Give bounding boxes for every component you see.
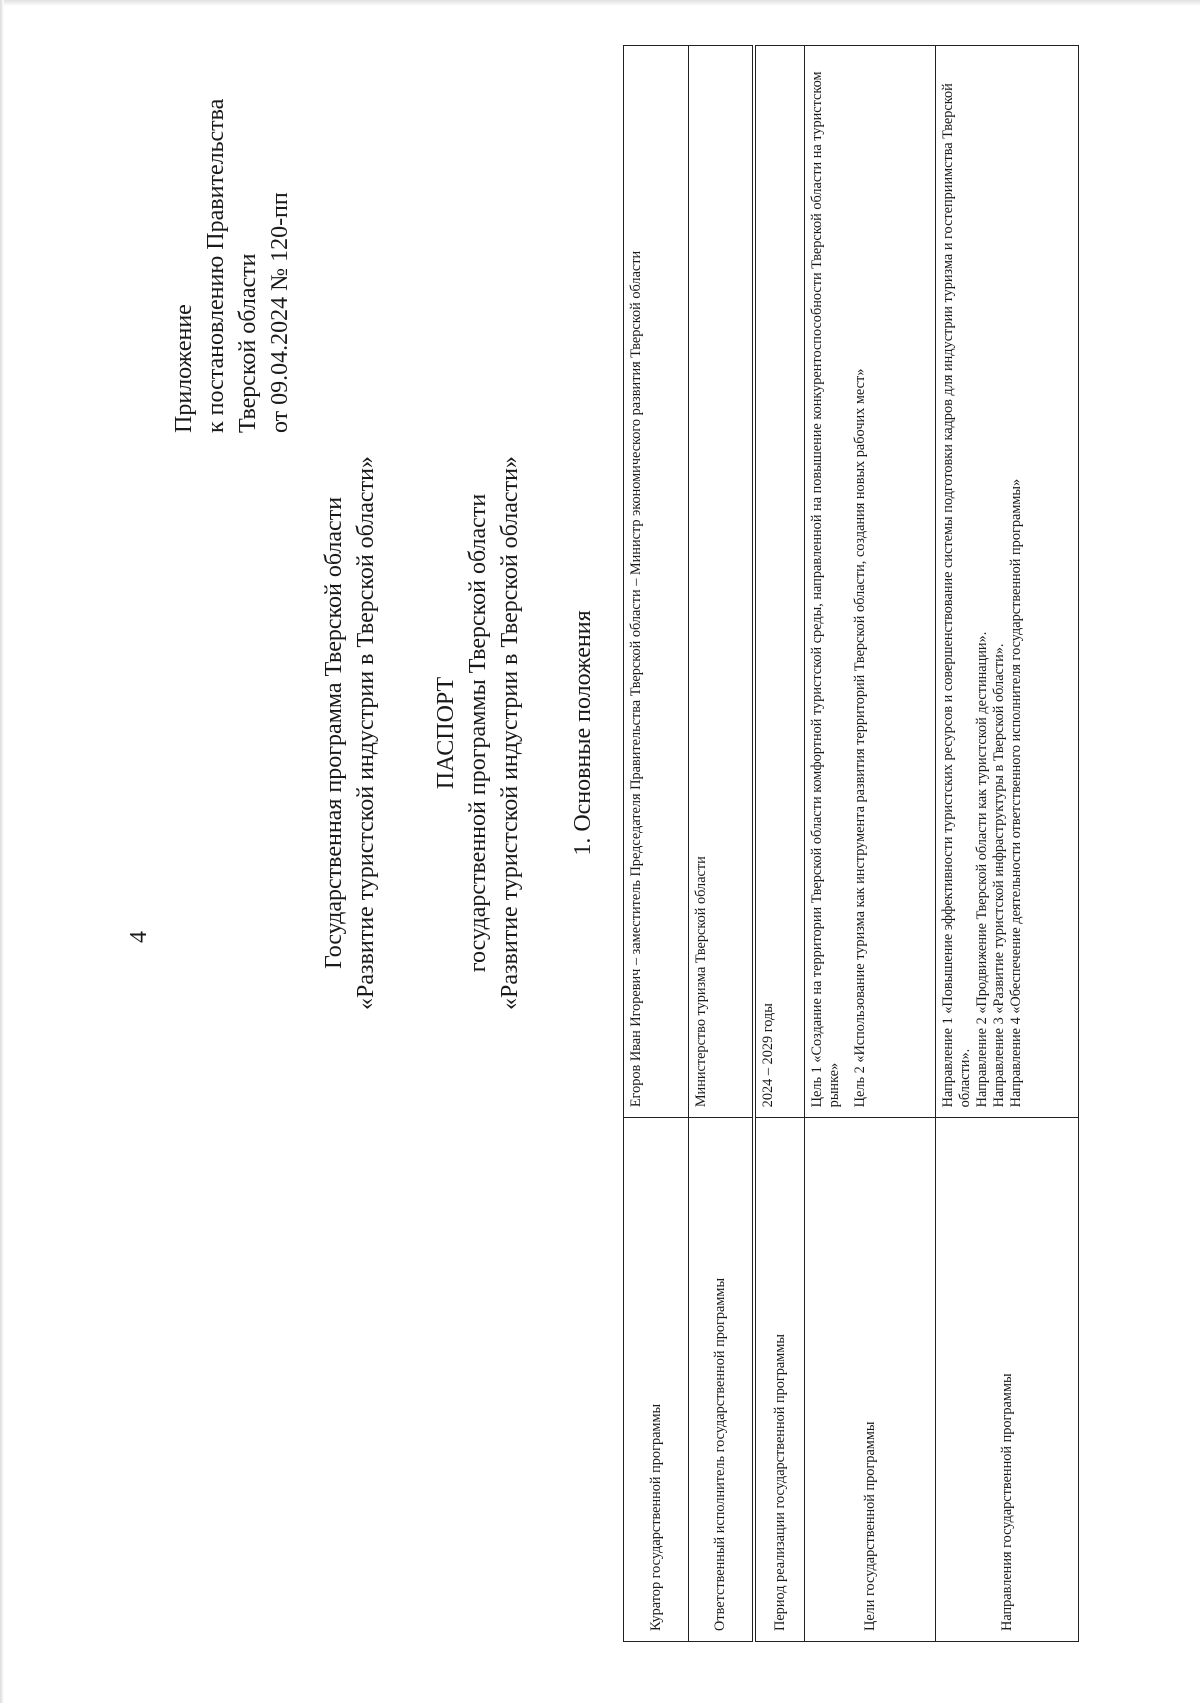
direction-2: Направление 2 «Продвижение Тверской области как туристской дестинации».: [974, 631, 990, 1108]
section-heading: 1. Основные положения: [570, 610, 596, 856]
table-row-executor: [689, 46, 753, 1642]
curator-value: Егоров Иван Игоревич – заместитель Председателя Правительства Тверской области – Министр экономического развития Тверской области: [624, 46, 689, 1118]
page-number: 4: [126, 931, 152, 943]
appendix-block: [168, 99, 296, 433]
direction-3: Направление 3 «Развитие туристской инфраструктуры в Тверской области».: [991, 643, 1007, 1108]
passport-table-2: [755, 45, 1079, 1642]
passport-title: [430, 283, 526, 1183]
curator-label: Куратор государственной программы: [624, 1118, 689, 1642]
appendix-line-2: к постановлению Правительства: [203, 98, 229, 433]
goal-2: Цель 2 «Использование туризма как инструмента развития территорий Тверской области, создания новых рабочих мест»: [852, 368, 868, 1108]
passport-line-2: «Развитие туристской индустрии в Тверской области»: [497, 456, 523, 1010]
appendix-line-1: Приложение: [171, 304, 197, 433]
passport-line-1: государственной программы Тверской области: [465, 493, 491, 973]
goals-value: [805, 46, 936, 1118]
directions-label: Направления государственной программы: [936, 1118, 1079, 1642]
table-row-period: [756, 46, 805, 1642]
program-title-line-1: Государственная программа Тверской области: [321, 496, 347, 970]
passport-table-1: [623, 45, 753, 1642]
table-row-directions: [936, 46, 1079, 1642]
goals-label: Цели государственной программы: [805, 1118, 936, 1642]
directions-value: [936, 46, 1079, 1118]
direction-1: Направление 1 «Повышение эффективности туристских ресурсов и совершенствование системы подготовки кадров для индустрии туризма и гостеприимства Тверской области».: [940, 83, 973, 1108]
direction-4: Направление 4 «Обеспечение деятельности ответственного исполнителя государственной программы»: [1008, 478, 1024, 1108]
period-value: 2024 – 2029 годы: [756, 46, 805, 1118]
table-row-curator: [624, 46, 689, 1642]
executor-value: Министерство туризма Тверской области: [689, 46, 753, 1118]
appendix-line-3: Тверской области: [235, 253, 261, 433]
executor-label: Ответственный исполнитель государственной программы: [689, 1118, 753, 1642]
program-title: [318, 283, 382, 1183]
appendix-line-4: от 09.04.2024 № 120-пп: [267, 192, 293, 433]
goal-1: Цель 1 «Создание на территории Тверской области комфортной туристской среды, направленной на повышение конкурентоспособности Тверской области на туристском рынке»: [809, 71, 842, 1108]
program-title-line-2: «Развитие туристской индустрии в Тверской области»: [353, 456, 379, 1010]
period-label: Период реализации государственной программы: [756, 1118, 805, 1642]
table-row-goals: [805, 46, 936, 1642]
passport-heading: ПАСПОРТ: [433, 676, 459, 790]
